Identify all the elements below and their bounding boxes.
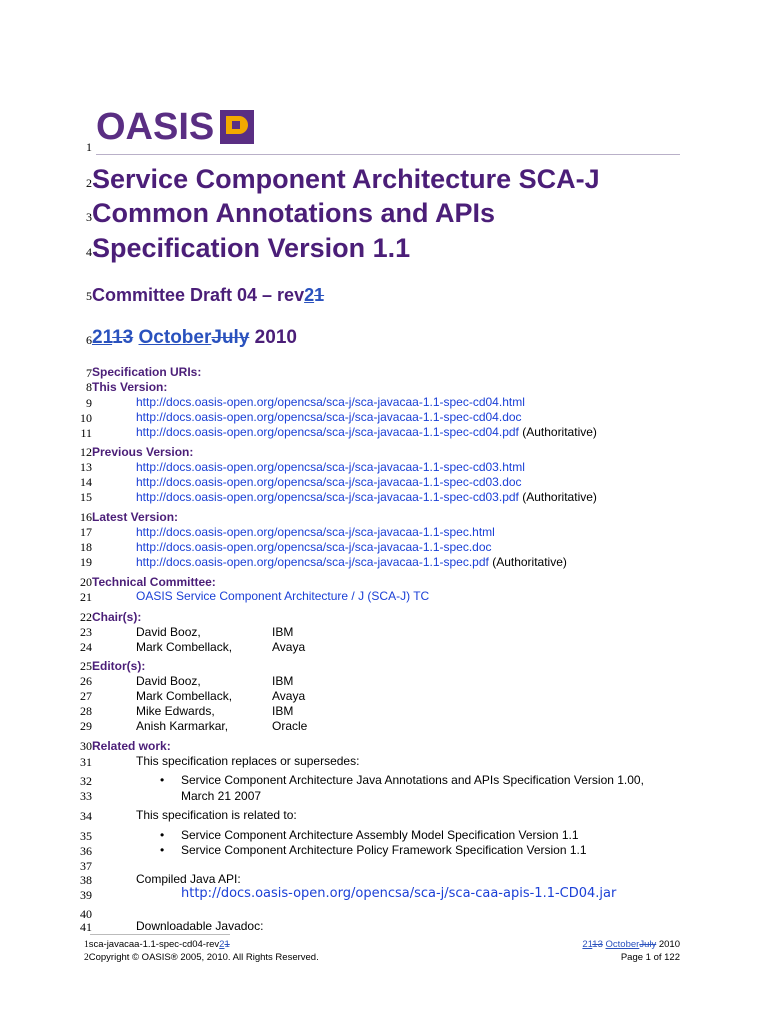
revision-deleted: 1 xyxy=(314,285,325,305)
oasis-logo-mark-icon xyxy=(220,110,254,144)
title-line-1: Service Component Architecture SCA-J xyxy=(92,164,600,194)
oasis-logo xyxy=(96,108,254,146)
line-number: 19 xyxy=(80,555,92,569)
line-number: 24 xyxy=(80,640,92,654)
footer-doc-name xyxy=(84,939,230,951)
line-number: 11 xyxy=(80,426,92,440)
line-number: 1 xyxy=(86,140,92,154)
footer-copyright xyxy=(84,952,319,964)
footer-year: 2010 xyxy=(656,939,680,950)
footer-rev-inserted: 2 xyxy=(219,939,225,950)
footer-doc-name-prefix: sca-javacaa-1.1-spec-cd04-rev xyxy=(88,939,220,950)
editor-org: IBM xyxy=(272,704,294,718)
footer-rev-deleted: 1 xyxy=(224,939,230,950)
line-number: 16 xyxy=(80,510,92,524)
line-number: 4 xyxy=(86,245,92,259)
line-number: 20 xyxy=(80,575,92,589)
spec-date xyxy=(92,327,297,349)
previous-version-doc-link[interactable]: http://docs.oasis-open.org/opencsa/sca-j/sca-javacaa-1.1-spec-cd03.doc xyxy=(136,475,522,489)
line-number: 27 xyxy=(80,689,92,703)
chairs-label: Chair(s): xyxy=(92,610,142,624)
line-number: 34 xyxy=(80,809,92,823)
footer-day-new: 21 xyxy=(582,939,593,950)
date-year: 2010 xyxy=(249,327,297,348)
this-version-pdf-link[interactable]: http://docs.oasis-open.org/opencsa/sca-j/sca-javacaa-1.1-spec-cd04.pdf xyxy=(136,425,519,439)
line-number: 25 xyxy=(80,659,92,673)
line-number: 3 xyxy=(86,210,92,224)
footer-day-old: 13 xyxy=(592,939,603,950)
title-line-3: Specification Version 1.1 xyxy=(92,233,411,263)
chair-org: IBM xyxy=(272,625,294,639)
date-month-old: July xyxy=(211,327,250,348)
line-number: 36 xyxy=(80,844,92,858)
authoritative-note: (Authoritative) xyxy=(488,555,567,569)
line-number: 26 xyxy=(80,674,92,688)
editor-org: IBM xyxy=(272,674,294,688)
line-number: 13 xyxy=(80,460,92,474)
line-number: 31 xyxy=(80,755,92,769)
replaces-item-line-2: March 21 2007 xyxy=(181,789,262,803)
chair-name: David Booz, xyxy=(136,625,201,639)
committee-draft xyxy=(92,284,324,306)
footer-month-old: July xyxy=(639,939,657,950)
authoritative-note: (Authoritative) xyxy=(518,490,597,504)
line-number: 23 xyxy=(80,625,92,639)
previous-version-html-link[interactable]: http://docs.oasis-open.org/opencsa/sca-j/sca-javacaa-1.1-spec-cd03.html xyxy=(136,460,525,474)
title-line-2: Common Annotations and APIs xyxy=(92,198,495,228)
chair-org: Avaya xyxy=(272,640,306,654)
line-number: 37 xyxy=(80,859,92,873)
editor-org: Oracle xyxy=(272,719,308,733)
replaces-item-line-1: Service Component Architecture Java Annotations and APIs Specification Version 1.00, xyxy=(181,773,644,787)
line-number: 9 xyxy=(86,396,92,410)
date-month-new: October xyxy=(138,327,212,348)
editor-name: Mike Edwards, xyxy=(136,704,215,718)
this-version-html-link[interactable]: http://docs.oasis-open.org/opencsa/sca-j/sca-javacaa-1.1-spec-cd04.html xyxy=(136,395,525,409)
footer-copyright-text: Copyright © OASIS® 2005, 2010. All Rights Reserved. xyxy=(88,952,319,963)
line-number: 21 xyxy=(80,590,92,604)
line-number: 28 xyxy=(80,704,92,718)
revision-inserted: 2 xyxy=(304,285,315,305)
line-number: 17 xyxy=(80,525,92,539)
footer-date xyxy=(582,939,680,951)
chair-name: Mark Combellack, xyxy=(136,640,233,654)
replaces-text: This specification replaces or supersedes: xyxy=(136,754,360,768)
related-work-label: Related work: xyxy=(92,739,171,753)
line-number: 6 xyxy=(86,333,92,347)
footer-rule xyxy=(90,934,230,935)
line-number: 8 xyxy=(86,380,92,394)
related-item: Service Component Architecture Policy Framework Specification Version 1.1 xyxy=(181,843,587,857)
line-number: 22 xyxy=(80,610,92,624)
bullet-icon: • xyxy=(160,843,165,857)
date-day-old: 13 xyxy=(112,327,134,348)
line-number: 10 xyxy=(80,411,92,425)
date-day-new: 21 xyxy=(92,327,113,348)
oasis-logo-text: OASIS xyxy=(96,106,215,148)
javadoc-label: Downloadable Javadoc: xyxy=(136,919,264,933)
footer-page-number: Page 1 of 122 xyxy=(620,952,680,963)
line-number: 39 xyxy=(80,888,92,902)
editor-org: Avaya xyxy=(272,689,306,703)
previous-version-pdf-link[interactable]: http://docs.oasis-open.org/opencsa/sca-j/sca-javacaa-1.1-spec-cd03.pdf xyxy=(136,490,519,504)
this-version-doc-link[interactable]: http://docs.oasis-open.org/opencsa/sca-j/sca-javacaa-1.1-spec-cd04.doc xyxy=(136,410,522,424)
latest-version-html-link[interactable]: http://docs.oasis-open.org/opencsa/sca-j/sca-javacaa-1.1-spec.html xyxy=(136,525,495,539)
technical-committee-link[interactable]: OASIS Service Component Architecture / J (SCA-J) TC xyxy=(136,589,430,603)
line-number: 41 xyxy=(80,920,92,934)
header-rule xyxy=(96,154,680,155)
line-number: 38 xyxy=(80,873,92,887)
bullet-icon: • xyxy=(160,773,165,787)
editor-name: Anish Karmarkar, xyxy=(136,719,229,733)
spec-uris-label: Specification URIs: xyxy=(92,365,202,379)
line-number: 29 xyxy=(80,719,92,733)
line-number: 14 xyxy=(80,475,92,489)
technical-committee-label: Technical Committee: xyxy=(92,575,216,589)
compiled-java-api-label: Compiled Java API: xyxy=(136,872,241,886)
editors-label: Editor(s): xyxy=(92,659,146,673)
footer-line-number: 2 xyxy=(84,953,89,963)
latest-version-label: Latest Version: xyxy=(92,510,179,524)
line-number: 30 xyxy=(80,739,92,753)
line-number: 33 xyxy=(80,789,92,803)
line-number: 32 xyxy=(80,774,92,788)
line-number: 40 xyxy=(80,907,92,921)
footer-line-number: 1 xyxy=(84,940,89,950)
footer-month-new: October xyxy=(605,939,640,950)
bullet-icon: • xyxy=(160,828,165,842)
related-text: This specification is related to: xyxy=(136,808,297,822)
editor-name: Mark Combellack, xyxy=(136,689,233,703)
committee-draft-prefix: Committee Draft 04 – rev xyxy=(92,285,305,305)
line-number: 2 xyxy=(86,176,92,190)
line-number: 7 xyxy=(86,366,92,380)
authoritative-note: (Authoritative) xyxy=(518,425,597,439)
compiled-java-api-link[interactable]: http://docs.oasis-open.org/opencsa/sca-j/sca-caa-apis-1.1-CD04.jar xyxy=(181,886,617,901)
this-version-label: This Version: xyxy=(92,380,168,394)
line-number: 35 xyxy=(80,829,92,843)
editor-name: David Booz, xyxy=(136,674,201,688)
line-number: 5 xyxy=(86,289,92,303)
related-item: Service Component Architecture Assembly Model Specification Version 1.1 xyxy=(181,828,579,842)
line-number: 15 xyxy=(80,490,92,504)
line-number: 12 xyxy=(80,445,92,459)
line-number: 18 xyxy=(80,540,92,554)
latest-version-doc-link[interactable]: http://docs.oasis-open.org/opencsa/sca-j/sca-javacaa-1.1-spec.doc xyxy=(136,540,492,554)
previous-version-label: Previous Version: xyxy=(92,445,194,459)
latest-version-pdf-link[interactable]: http://docs.oasis-open.org/opencsa/sca-j/sca-javacaa-1.1-spec.pdf xyxy=(136,555,489,569)
